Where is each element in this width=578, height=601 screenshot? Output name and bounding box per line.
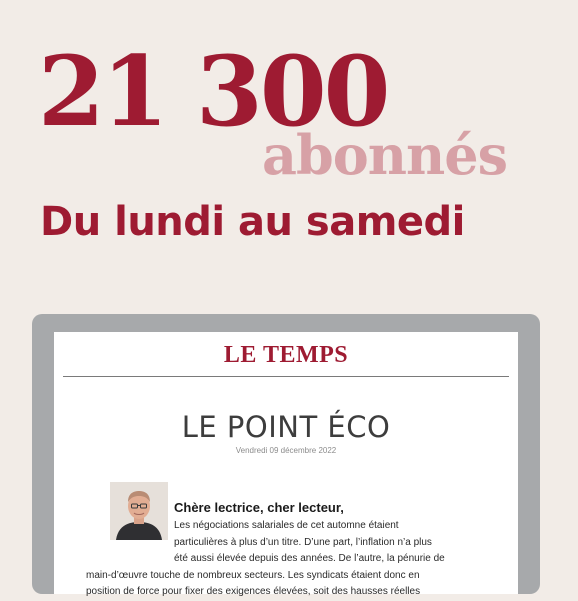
article-line: position de force pour fixer des exigences élevées, soit des hausses réelles [86,586,421,597]
subscriber-unit: abonnés [262,123,508,187]
publication-frequency: Du lundi au samedi [40,199,465,245]
newsletter-date: Vendredi 09 décembre 2022 [235,446,337,455]
article-line: particulières à plus d’un titre. D’une part, l’inflation n’a plus [174,536,432,548]
article-body [86,518,504,601]
article-line: été aussi élevée depuis des années. De l’autre, la pénurie de [174,553,445,564]
article-line: main-d’œuvre touche de nombreux secteurs. Les syndicats étaient donc en [86,569,420,581]
masthead-logo[interactable]: LE TEMPS [223,342,349,368]
newsletter-preview [54,332,518,597]
masthead-divider [63,376,509,377]
greeting: Chère lectrice, cher lecteur, [174,500,344,515]
device-frame [32,314,540,597]
article-line: Les négociations salariales de cet automne étaient [174,520,399,531]
subscriber-count: 21 300 [38,35,388,148]
newsletter-title: LE POINT ÉCO [181,410,391,444]
